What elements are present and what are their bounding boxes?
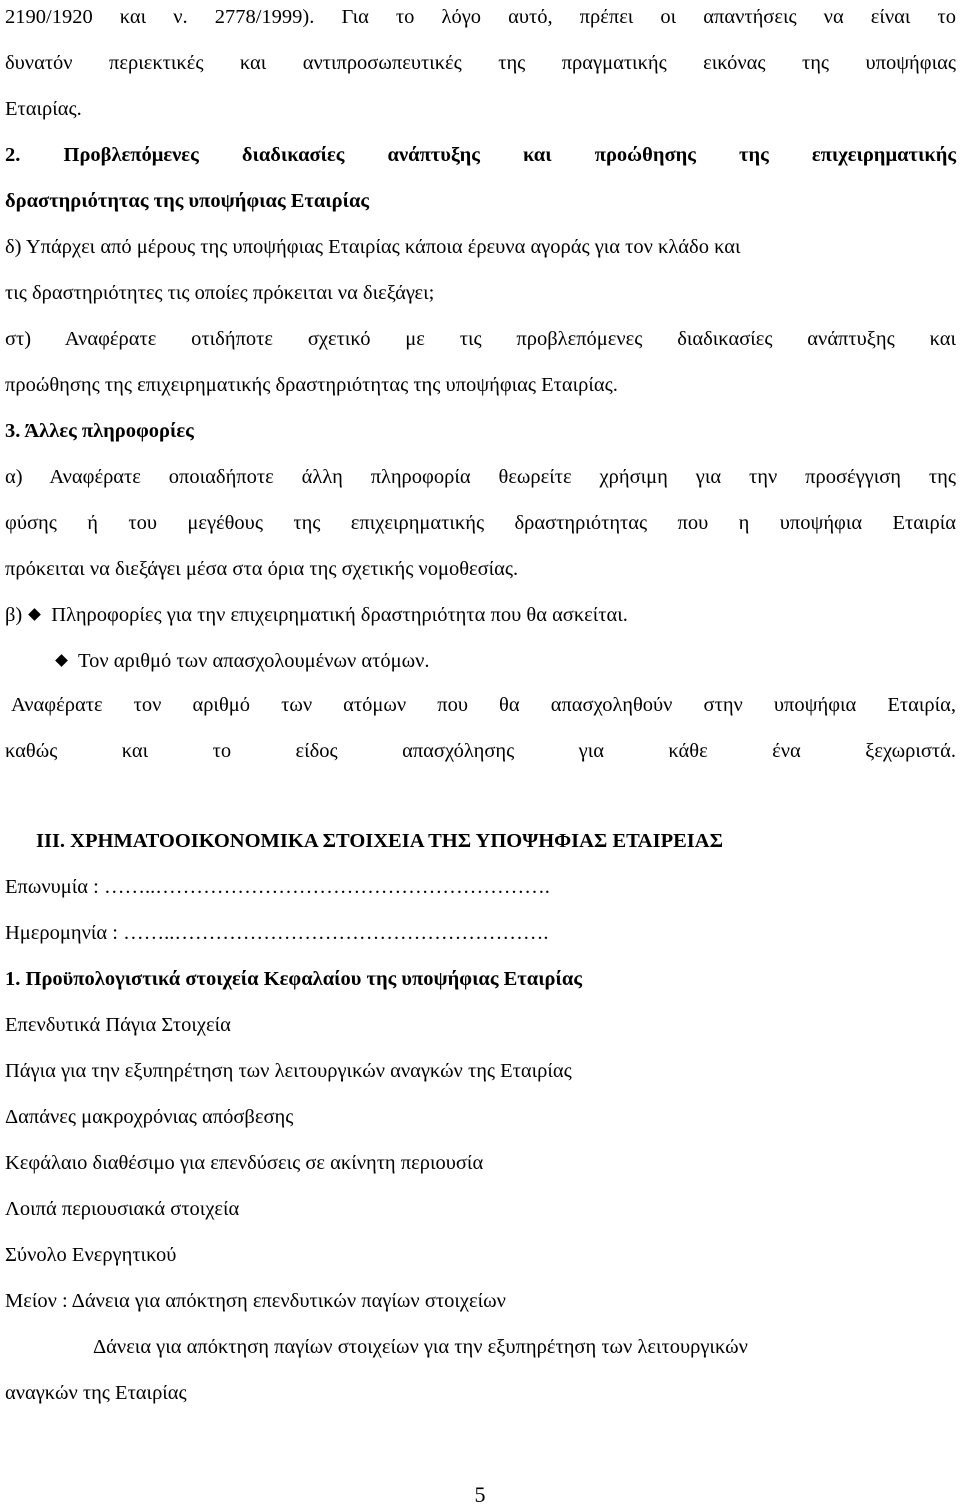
text-line: φύσης ή του μεγέθους της επιχειρηματικής δραστηριότητας που η υποψήφια Εταιρία: [5, 512, 956, 534]
page-number: 5: [474, 1482, 486, 1507]
text-line: προώθησης της επιχειρηματικής δραστηριότητας της υποψήφιας Εταιρίας.: [5, 374, 618, 396]
section-heading: 2. Προβλεπόμενες διαδικασίες ανάπτυξης και προώθησης της επιχειρηματικής: [5, 144, 956, 166]
bullet-text: Πληροφορίες για την επιχειρηματική δραστηριότητα που θα ασκείται.: [51, 604, 628, 626]
text-line: δυνατόν περιεκτικές και αντιπροσωπευτικές της πραγματικής εικόνας της υποψήφιας: [5, 52, 956, 74]
text-line: στ) Αναφέρατε οτιδήποτε σχετικό με τις προβλεπόμενες διαδικασίες ανάπτυξης και: [5, 328, 956, 350]
text-line: Αναφέρατε τον αριθμό των ατόμων που θα απασχοληθούν στην υποψήφια Εταιρία,: [11, 694, 956, 716]
bullet-text: Τον αριθμό των απασχολουμένων ατόμων.: [78, 650, 430, 672]
text-line: τις δραστηριότητες τις οποίες πρόκειται να διεξάγει;: [5, 282, 435, 304]
bullet-line: [5, 602, 956, 628]
list-item: Μείον : Δάνεια για απόκτηση επενδυτικών παγίων στοιχείων: [5, 1290, 506, 1312]
list-item: αναγκών της Εταιρίας: [5, 1382, 187, 1404]
text-line: καθώς και το είδος απασχόλησης για κάθε ένα ξεχωριστά.: [5, 740, 956, 762]
form-field-name: Επωνυμία : ……..………………………………………………….: [5, 876, 550, 898]
section-heading: 3. Άλλες πληροφορίες: [5, 420, 194, 442]
list-item: Κεφάλαιο διαθέσιμο για επενδύσεις σε ακίνητη περιουσία: [5, 1152, 484, 1174]
diamond-bullet-icon: [28, 608, 41, 621]
text-line: Εταιρίας.: [5, 98, 82, 120]
list-item: Δαπάνες μακροχρόνιας απόσβεσης: [5, 1106, 294, 1128]
list-item: Σύνολο Ενεργητικού: [5, 1244, 177, 1266]
text-line: πρόκειται να διεξάγει μέσα στα όρια της σχετικής νομοθεσίας.: [5, 558, 519, 580]
list-prefix: β): [5, 604, 23, 626]
text-line: δ) Υπάρχει από μέρους της υποψήφιας Εταιρίας κάποια έρευνα αγοράς για τον κλάδο και: [5, 236, 741, 258]
diamond-bullet-icon: [55, 654, 68, 667]
list-item: Δάνεια για απόκτηση παγίων στοιχείων για την εξυπηρέτηση των λειτουργικών: [93, 1336, 748, 1358]
bullet-line: [49, 648, 956, 674]
section-heading: δραστηριότητας της υποψήφιας Εταιρίας: [5, 190, 370, 212]
section-heading: 1. Προϋπολογιστικά στοιχεία Κεφαλαίου της υποψήφιας Εταιρίας: [5, 968, 582, 990]
list-item: Επενδυτικά Πάγια Στοιχεία: [5, 1014, 231, 1036]
form-field-date: Ημερομηνία : ……..……………………………………………….: [5, 922, 549, 944]
list-item: Λοιπά περιουσιακά στοιχεία: [5, 1198, 240, 1220]
chapter-heading: ΙΙΙ. ΧΡΗΜΑΤΟΟΙΚΟΝΟΜΙΚΑ ΣΤΟΙΧΕΙΑ ΤΗΣ ΥΠΟΨΗΦΙΑΣ ΕΤΑΙΡΕΙΑΣ: [36, 830, 723, 852]
text-line: 2190/1920 και ν. 2778/1999). Για το λόγο αυτό, πρέπει οι απαντήσεις να είναι το: [5, 6, 956, 28]
text-line: α) Αναφέρατε οποιαδήποτε άλλη πληροφορία θεωρείτε χρήσιμη για την προσέγγιση της: [5, 466, 956, 488]
list-item: Πάγια για την εξυπηρέτηση των λειτουργικών αναγκών της Εταιρίας: [5, 1060, 572, 1082]
